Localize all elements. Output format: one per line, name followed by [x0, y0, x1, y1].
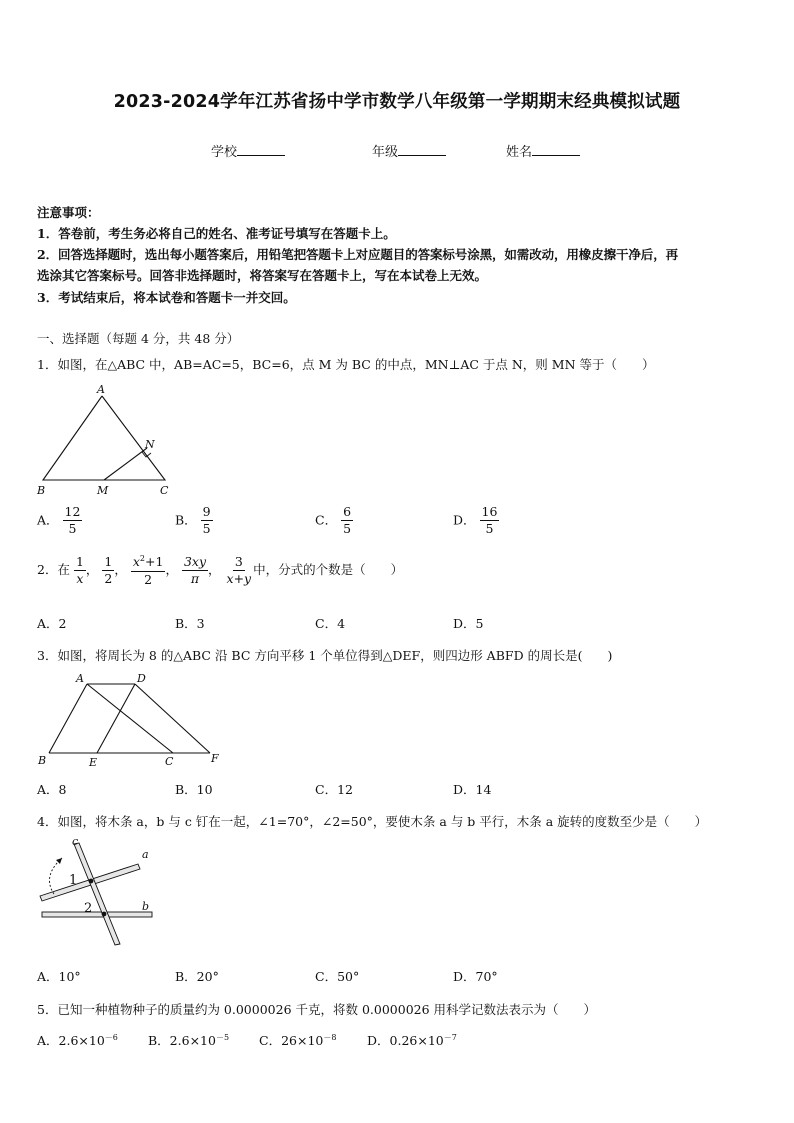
name-field[interactable]	[506, 141, 580, 160]
label-b: B	[37, 484, 46, 497]
q5-stem: 5．已知一种植物种子的质量约为 0.0000026 千克，将数 0.0000026 用科学记数法表示为（ ）	[37, 1002, 597, 1017]
q3-option-b[interactable]: B．10	[175, 782, 213, 797]
q1-option-a[interactable]	[37, 505, 82, 537]
school-field[interactable]	[211, 141, 285, 160]
q5-option-b[interactable]: B．$2.6\times 10^{-5}$	[148, 1032, 230, 1048]
q3-translation-figure	[34, 670, 234, 772]
label-f: F	[211, 752, 219, 765]
label-c: C	[165, 755, 174, 768]
angle-1-label: 1	[69, 873, 78, 888]
label-e: E	[89, 756, 98, 769]
side-df	[135, 684, 210, 753]
option-letter: B．	[175, 512, 197, 528]
q4-wood-strips-figure	[34, 836, 164, 954]
q2-option-a[interactable]: A．2	[37, 616, 67, 631]
angle-2-label: 2	[84, 901, 93, 916]
side-ab	[49, 684, 87, 753]
label-a: A	[76, 672, 84, 685]
school-label: 学校	[211, 145, 238, 160]
name-label: 姓名	[506, 145, 533, 160]
q1-option-c[interactable]	[315, 505, 353, 537]
fraction: $\frac{9}{5}$	[202, 504, 211, 537]
q1-triangle-figure	[34, 382, 184, 500]
label-d: D	[137, 672, 146, 685]
fraction: $\frac{12}{5}$	[64, 504, 81, 537]
label-a: a	[142, 848, 149, 861]
nail-bottom	[102, 912, 107, 917]
fraction-4: $\frac{3xy}{\pi}$	[183, 553, 207, 586]
fraction: $\frac{16}{5}$	[481, 504, 498, 537]
q3-option-a[interactable]: A．8	[37, 782, 67, 797]
label-m: M	[97, 484, 109, 497]
fraction-2: $\frac{1}{2}$	[104, 553, 113, 586]
q4-option-b[interactable]: B．20°	[175, 969, 219, 984]
q3-option-c[interactable]: C．12	[315, 782, 353, 797]
option-letter: A．	[37, 512, 59, 528]
label-c: C	[160, 484, 169, 497]
note-item-1: 1．答卷前，考生务必将自己的姓名、准考证号填写在答题卡上。	[37, 226, 396, 241]
option-letter: C．	[315, 512, 338, 528]
fraction-3: $\frac{x^2+1}{2}$	[132, 554, 164, 587]
note-item-2b: 选涂其它答案标号。回答非选择题时，将答案写在答题卡上，写在本试卷上无效。	[37, 268, 488, 283]
option-letter: D．	[453, 512, 476, 528]
name-blank[interactable]	[532, 143, 580, 156]
q5-option-a[interactable]: A．$2.6\times 10^{-6}$	[37, 1032, 118, 1048]
q4-option-c[interactable]: C．50°	[315, 969, 360, 984]
q5-option-d[interactable]: D．$0.26\times 10^{-7}$	[367, 1032, 457, 1048]
q1-stem: 1．如图，在△ABC 中，AB=AC=5，BC=6，点 M 为 BC 的中点，MN⊥AC 于点 N，则 MN 等于（ ）	[37, 357, 655, 372]
fraction-5: $\frac{3}{x+y}$	[226, 553, 252, 586]
label-b: B	[38, 754, 47, 767]
q4-option-d[interactable]: D．70°	[453, 969, 498, 984]
label-n: N	[145, 438, 155, 451]
q2-option-c[interactable]: C．4	[315, 616, 346, 631]
school-blank[interactable]	[237, 143, 285, 156]
note-item-3: 3．考试结束后，将本试卷和答题卡一并交回。	[37, 290, 296, 305]
q1-option-b[interactable]	[175, 505, 213, 537]
fraction-1: $\frac{1}{x}$	[75, 553, 84, 586]
q2-option-d[interactable]: D．5	[453, 616, 484, 631]
q2-stem: 2．在 $\frac{1}{x}$ ， $\frac{1}{2}$ ， $\frac{x^2+1}{2}$ ， $\frac{3xy}{\pi}$ ， $\frac{3}{x+y}$ 中，分式的个数是（ ）	[37, 553, 404, 587]
side-ac	[87, 684, 173, 753]
q5-option-c[interactable]: C．$26\times 10^{-8}$	[259, 1032, 337, 1048]
nail-top	[89, 879, 94, 884]
label-a: A	[97, 383, 105, 396]
label-c: c	[72, 836, 79, 848]
grade-field[interactable]	[372, 141, 446, 160]
segment-mn	[104, 448, 147, 480]
note-item-2a: 2．回答选择题时，选出每小题答案后，用铅笔把答题卡上对应题目的答案标号涂黑，如需改动，用橡皮擦干净后，再	[37, 247, 679, 262]
section-heading: 一、选择题（每题 4 分，共 48 分）	[37, 331, 240, 346]
q3-option-d[interactable]: D．14	[453, 782, 492, 797]
q3-stem: 3．如图，将周长为 8 的△ABC 沿 BC 方向平移 1 个单位得到△DEF，则四边形 ABFD 的周长是( )	[37, 648, 613, 663]
strip-b	[42, 912, 152, 917]
notes-heading: 注意事项：	[37, 205, 100, 220]
label-b: b	[142, 900, 150, 913]
q2-option-b[interactable]: B．3	[175, 616, 205, 631]
page-title: 2023-2024学年江苏省扬中学市数学八年级第一学期期末经典模拟试题	[113, 92, 681, 112]
q4-option-a[interactable]: A．10°	[37, 969, 81, 984]
grade-blank[interactable]	[398, 143, 446, 156]
grade-label: 年级	[372, 145, 399, 160]
q1-option-d[interactable]	[453, 505, 499, 537]
fraction: $\frac{6}{5}$	[343, 504, 352, 537]
strip-c	[74, 843, 120, 945]
q4-stem: 4．如图，将木条 a，b 与 c 钉在一起，∠1=70°，∠2=50°，要使木条 a 与 b 平行，木条 a 旋转的度数至少是（ ）	[37, 814, 708, 829]
